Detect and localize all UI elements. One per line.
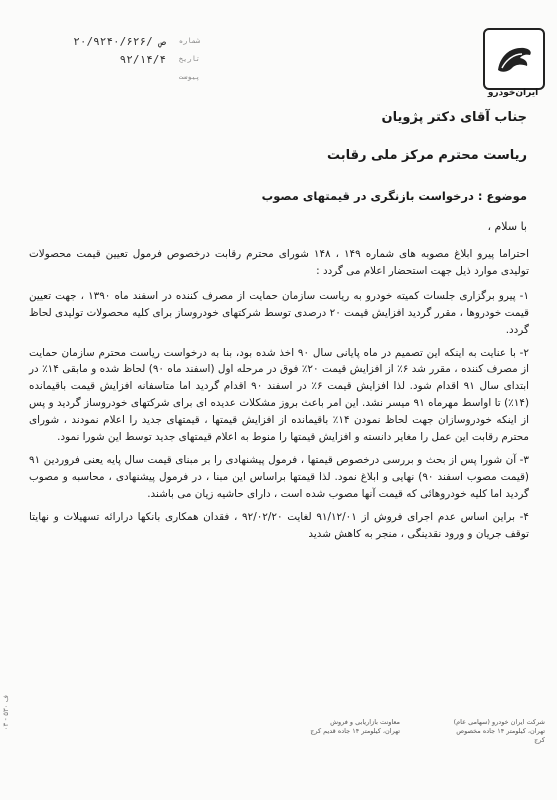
letter-number: ۲۰/۹۲۴۰/۶۲۶/ ص	[73, 34, 166, 48]
company-logo	[483, 28, 545, 90]
numbered-item: ۱- پیرو برگزاری جلسات کمیته خودرو به ریاست سازمان حمایت از مصرف کننده در اسفند ماه ۱۳۹۰ ، جهت تعیین قیمت خودروها ، مقرر گردید افزایش قیمت ۲۰ درصدی توسط شرکتهای خودروساز برای کلیه محصولات تولیدی لحاظ گردد.	[29, 289, 530, 336]
footer-company-address: شرکت ایران خودرو (سهامی عام) تهران، کیلومتر ۱۴ جاده مخصوص کرج	[453, 718, 545, 744]
addressee-line-1: جناب آقای دکتر پژویان	[381, 110, 527, 125]
letter-body	[29, 246, 529, 549]
horse-head-icon	[492, 42, 536, 76]
letterhead-footer	[0, 714, 557, 774]
letter-date-label: تاریخ	[178, 55, 200, 63]
form-code: ف ۵۳۰ - ۰۳	[2, 695, 10, 731]
letter-attachment-label: پیوست	[178, 73, 200, 81]
letter-meta	[20, 32, 200, 86]
greeting: با سلام ،	[487, 220, 527, 233]
letter-date: ۹۲/۱۴/۴	[119, 52, 166, 66]
meta-attachment-row	[20, 68, 200, 86]
footer-sales-address: معاونت بازاریابی و فروش تهران، کیلومتر ۱۴ جاده قدیم کرج	[310, 718, 400, 735]
meta-number-row	[20, 32, 200, 50]
numbered-item: ۲- با عنایت به اینکه این تصمیم در ماه پایانی سال ۹۰ اخذ شده بود، بنا به درخواست ریاست محترم سازمان حمایت از مصرف کننده ، مقرر شد ۶٪ از افزایش قیمت ۲۰٪ فوق در مرحله اول (اسفند ماه ۹۰) لحاظ شده و مابقی ۱۴٪ در ابتدای سال ۹۱ اقدام شود. لذا افزایش قیمت ۶٪ در اسفند ۹۰ اقدام گردید اما متاسفانه افزایش قیمت باقیمانده (۱۴٪) تا اواسط مهرماه ۹۱ میسر نشد. این امر باعث بروز مشکلات عدیده ای برای شرکتهای خودروساز گردید و پس از اینکه خودروسازان جهت لحاظ نمودن ۱۴٪ باقیمانده از افزایش قیمتها ، قیمتهای جدید را اعلام نمودند ، شورای محترم رقابت این عمل را مغایر دانسته و افزایش قیمتها را منوط به اعلام قیمتهای جدید توسط این شورا نمود.	[29, 346, 530, 444]
addressee-line-2: ریاست محترم مرکز ملی رقابت	[326, 148, 527, 163]
intro-paragraph: احتراما پیرو ابلاغ مصوبه های شماره ۱۴۹ ، ۱۴۸ شورای محترم رقابت درخصوص فرمول تعیین قیمت محصولات تولیدی موارد ذیل جهت استحضار اعلام می گردد :	[29, 248, 529, 277]
subject-line: موضوع : درخواست بازنگری در قیمتهای مصوب	[261, 189, 527, 203]
numbered-item: ۳- آن شورا پس از بحث و بررسی درخصوص قیمتها ، فرمول پیشنهادی را بر مبنای قیمت سال پایه یعنی فروردین ۹۱ (قیمت مصوب اسفند ۹۰) نهایی و ابلاغ نمود. لذا قیمتها براساس این مبنا ، در فرمول پیشنهادی ، محاسبه و مصوب گردید اما کلیه خودروهائی که قیمت آنها مصوب شده است ، دارای حاشیه زیان می باشند.	[29, 453, 529, 500]
meta-date-row	[20, 50, 200, 68]
logo-wordmark: ایران‌خودرو	[487, 88, 539, 98]
letter-number-label: شماره	[178, 37, 200, 45]
numbered-item: ۴- براین اساس عدم اجرای فروش از ۹۱/۱۲/۰۱ لغایت ۹۲/۰۲/۲۰ ، فقدان همکاری بانکها درارائه تسهیلات و نهایتا توقف جریان و ورود نقدینگی ، منجر به کاهش شدید	[29, 510, 529, 540]
